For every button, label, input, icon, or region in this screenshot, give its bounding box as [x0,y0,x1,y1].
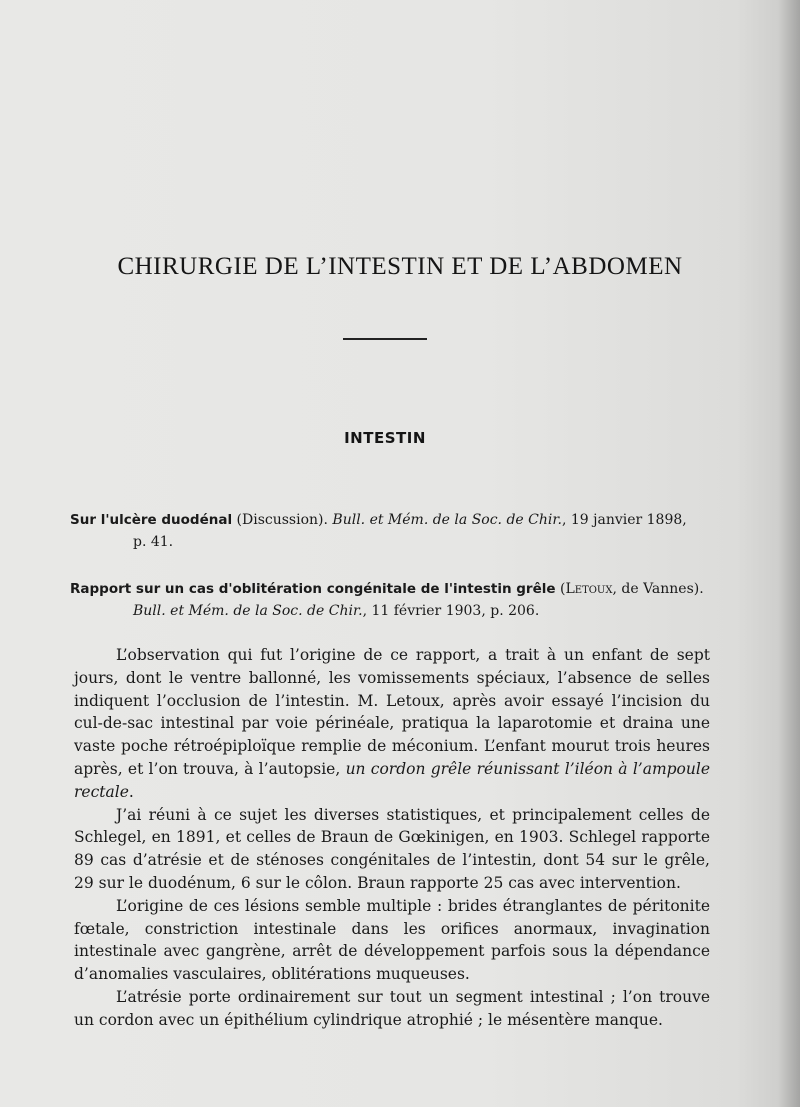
entry-date: , 19 janvier 1898, [561,512,687,528]
paragraph [74,644,710,804]
paragraph: L’origine de ces lésions semble multiple : brides étranglantes de péritonite fœtale, constriction intestinale dans les orifices anormaux, invagination intestinale avec gangrène, arrêt de développement parfois sous la dépendance d’anomalies vasculaires, oblitérations muqueuses. [74,896,710,984]
paragraph-end: . [128,782,134,801]
paragraph-italic: un cordon grêle réunissant l’iléon à l’ampoule rectale [74,759,711,801]
title-divider [343,338,427,340]
entry-author: Letoux [565,581,613,597]
entry-author-open: ( [555,581,566,597]
page-edge-shadow [778,0,800,1107]
entry-citation-line [70,600,720,622]
entry-note: (Discussion). [232,512,333,528]
bibliography-entry [70,578,720,622]
paragraph: J’ai réuni à ce sujet les diverses statistiques, et principalement celles de Schlegel, en 1891, et celles de Braun de Gœkinigen, en 1903. Schlegel rapporte 89 cas d’atrésie et de sténoses congénitales de l’intestin, dont 54 sur le grêle, 29 sur le duodénum, 6 sur le côlon. Braun rapporte 25 cas avec intervention. [74,805,710,892]
entry-title: Rapport sur un cas d'oblitération congénitale de l'intestin grêle [70,581,556,597]
bibliography-entry [70,509,720,553]
paragraph: L’atrésie porte ordinairement sur tout un segment intestinal ; l’on trouve un cordon avec un épithélium cylindrique atrophié ; le mésentère manque. [74,987,710,1029]
entry-title: Sur l'ulcère duodénal [70,512,233,528]
section-heading: INTESTIN [344,429,426,447]
report-body [74,644,710,1032]
paragraph-text: L’observation qui fut l’origine de ce rapport, a trait à un enfant de sept jours, dont le ventre ballonné, les vomissements spéciaux, l’absence de selles indiquent l’occlusion de l’intestin. M. Letoux, après avoir essayé l’incision du cul-de-sac intestinal par voie périnéale, pratiqua la laparotomie et draina une vaste poche rétroépiploïque remplie de méconium. L’enfant mourut trois heures après, et l’on trouva, à l’autopsie, [74,646,710,778]
chapter-title: CHIRURGIE DE L’INTESTIN ET DE L’ABDOMEN [117,253,683,280]
entry-date: , 11 février 1903, p. 206. [362,603,540,619]
entry-source: Bull. et Mém. de la Soc. de Chir. [133,603,363,619]
entry-author-rest: , de Vannes). [612,581,704,597]
entry-page: p. 41. [133,534,174,550]
entry-source: Bull. et Mém. de la Soc. de Chir. [332,512,562,528]
